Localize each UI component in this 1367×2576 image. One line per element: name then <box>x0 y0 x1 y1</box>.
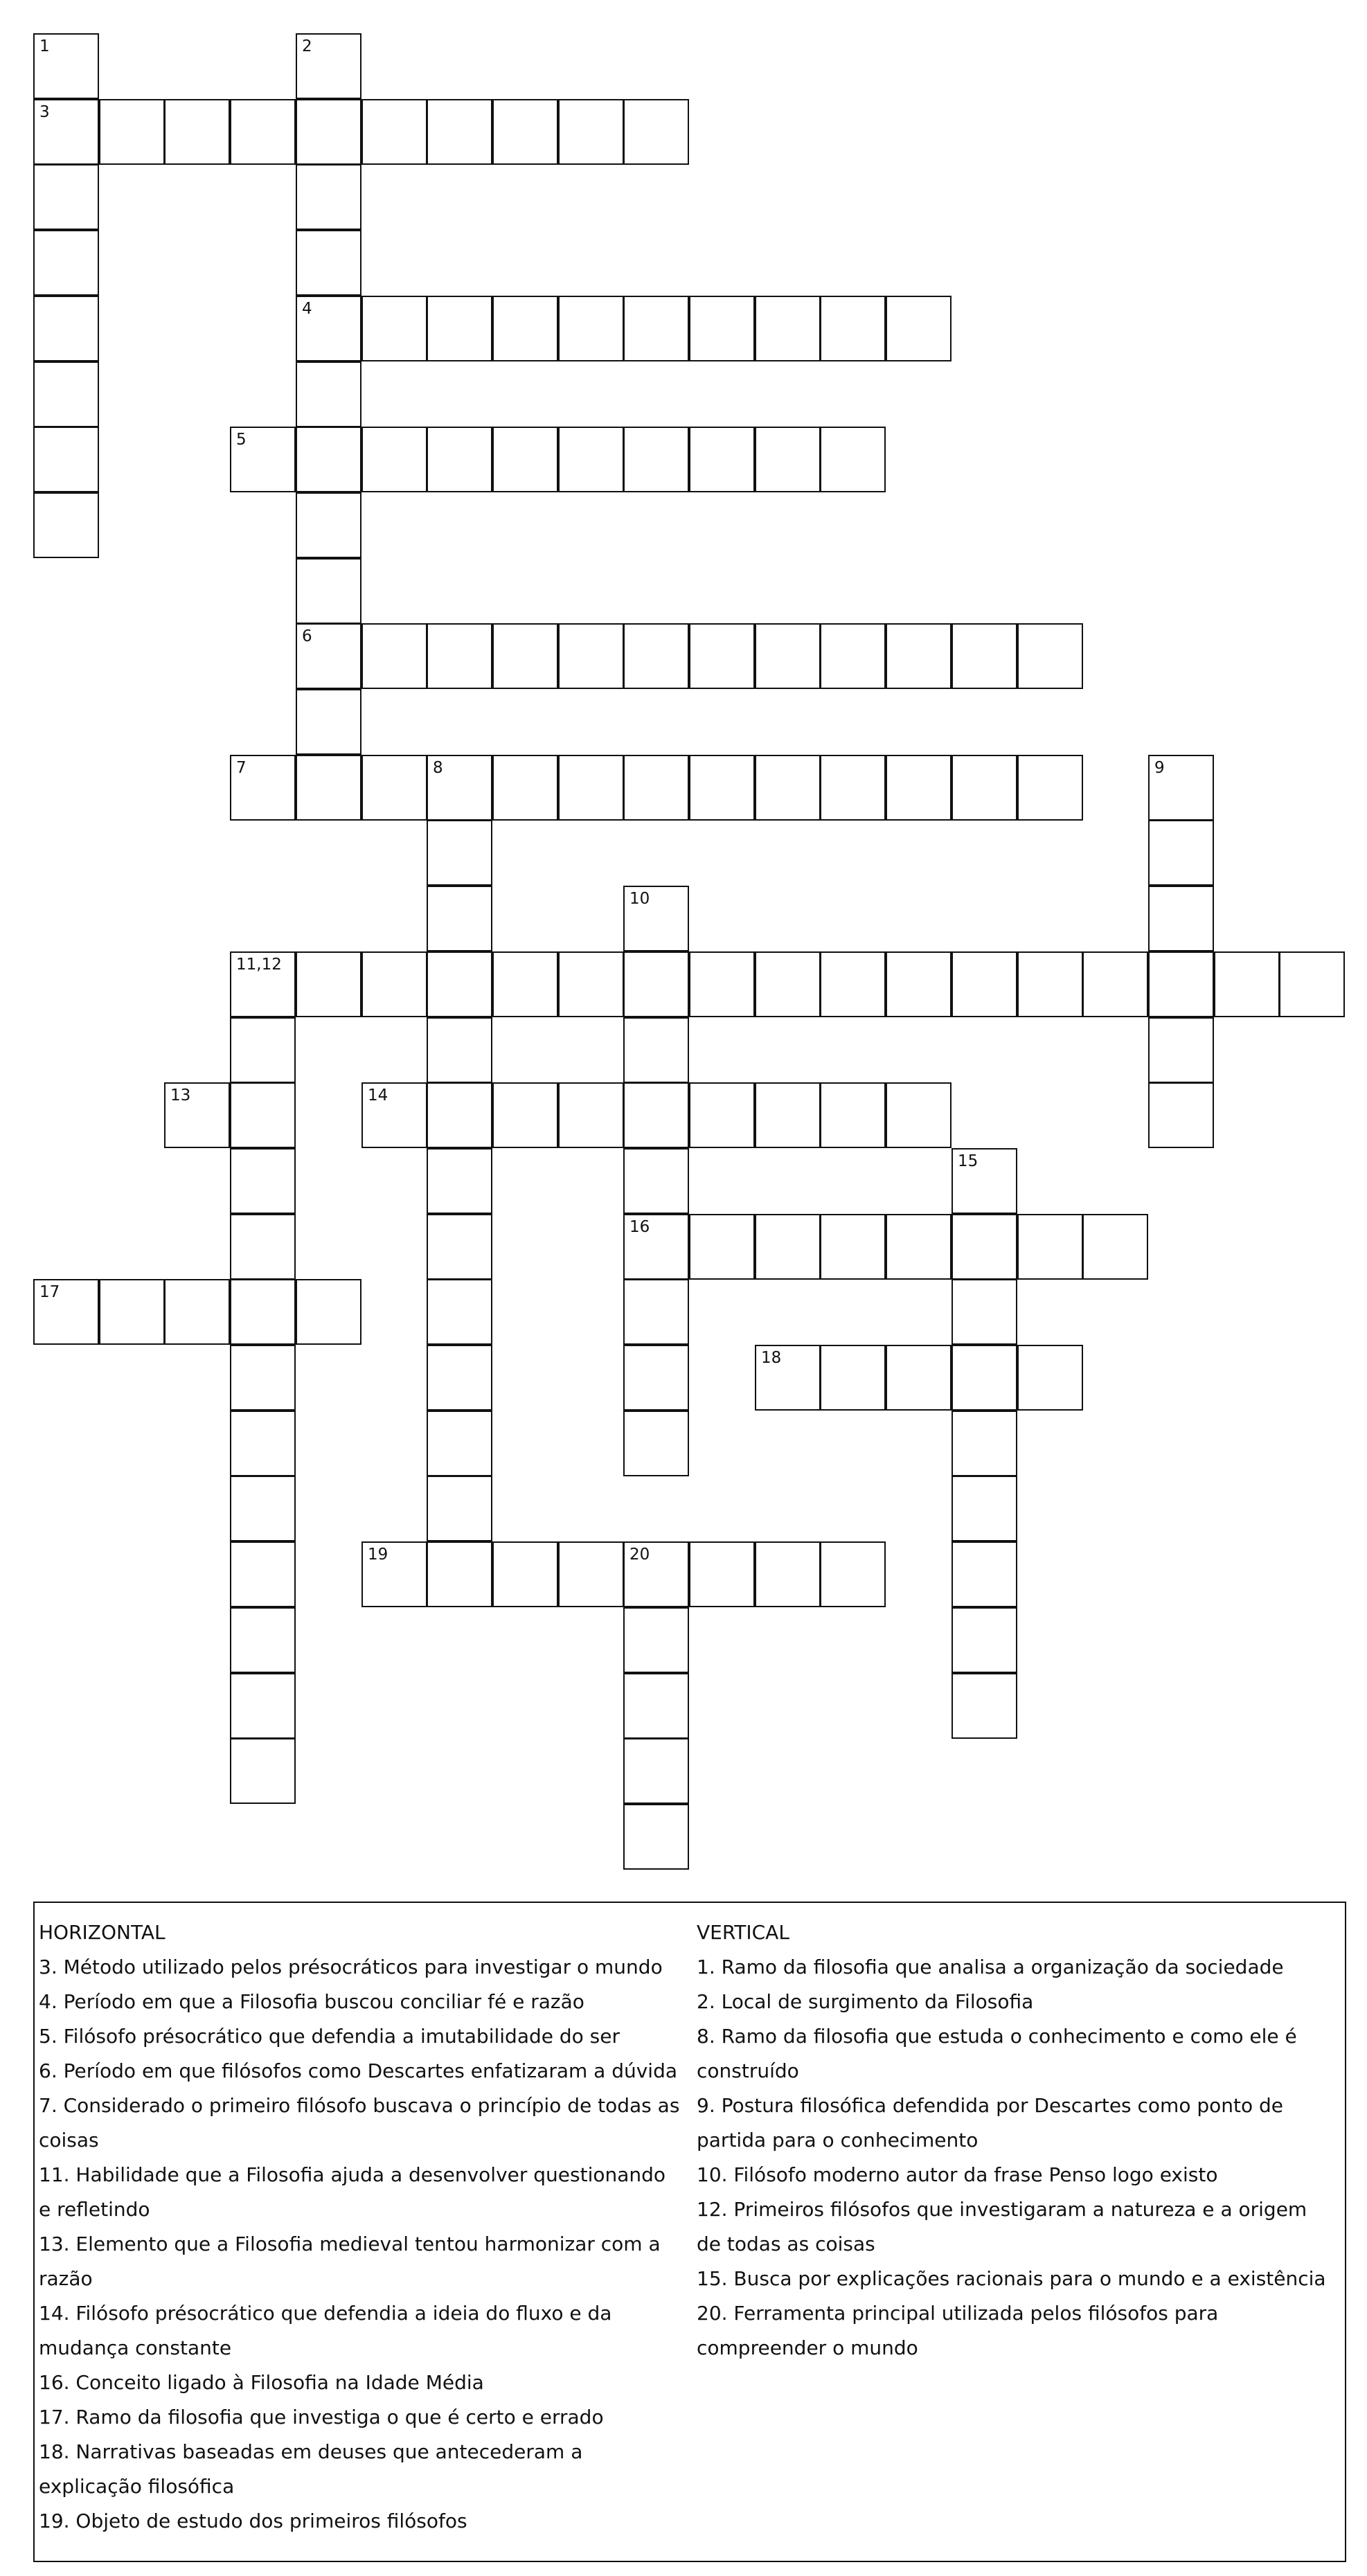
horizontal-clue: 14. Filósofo présocrático que defendia a ideia do fluxo e da mudança constante <box>39 2302 612 2359</box>
crossword-cell[interactable] <box>427 427 492 492</box>
crossword-cell[interactable] <box>951 1673 1017 1739</box>
crossword-cell[interactable] <box>689 1082 755 1148</box>
crossword-cell[interactable] <box>1017 951 1083 1017</box>
crossword-cell[interactable] <box>951 1214 1017 1280</box>
crossword-cell[interactable] <box>558 755 624 821</box>
crossword-cell[interactable] <box>1017 1345 1083 1411</box>
crossword-cell[interactable] <box>689 623 755 689</box>
crossword-cell[interactable] <box>1082 1214 1148 1280</box>
crossword-cell[interactable] <box>361 1541 427 1607</box>
crossword-cell[interactable] <box>427 886 492 951</box>
crossword-cell[interactable] <box>886 623 951 689</box>
crossword-cell[interactable] <box>886 755 951 821</box>
crossword-cell[interactable] <box>623 623 689 689</box>
crossword-cell[interactable] <box>1148 755 1214 821</box>
crossword-cell[interactable] <box>623 1804 689 1870</box>
crossword-cell[interactable] <box>951 1148 1017 1214</box>
vertical-clue: 15. Busca por explicações racionais para o mundo e a existência <box>697 2267 1326 2290</box>
crossword-cell[interactable] <box>755 755 821 821</box>
crossword-cell[interactable] <box>427 951 492 1017</box>
crossword-cell[interactable] <box>296 164 361 230</box>
crossword-cell[interactable] <box>820 427 886 492</box>
crossword-cell[interactable] <box>230 1082 296 1148</box>
crossword-cell[interactable] <box>427 1017 492 1083</box>
crossword-cell[interactable] <box>296 296 361 361</box>
vertical-clue-list <box>697 1950 1334 2365</box>
horizontal-heading: HORIZONTAL <box>39 1921 166 1944</box>
horizontal-clue: 11. Habilidade que a Filosofia ajuda a desenvolver questionando e refletindo <box>39 2163 666 2221</box>
crossword-cell[interactable] <box>1148 1017 1214 1083</box>
clue-number: 7 <box>236 759 247 777</box>
crossword-cell[interactable] <box>427 99 492 165</box>
vertical-clue: 10. Filósofo moderno autor da frase Penso logo existo <box>697 2163 1218 2186</box>
crossword-cell[interactable] <box>755 1541 821 1607</box>
crossword-cell[interactable] <box>951 755 1017 821</box>
crossword-cell[interactable] <box>492 755 558 821</box>
crossword-cell[interactable] <box>33 230 99 296</box>
crossword-cell[interactable] <box>623 755 689 821</box>
vertical-clue: 20. Ferramenta principal utilizada pelos filósofos para compreender o mundo <box>697 2302 1219 2359</box>
crossword-cell[interactable] <box>296 558 361 624</box>
horizontal-clue: 13. Elemento que a Filosofia medieval tentou harmonizar com a razão <box>39 2233 661 2290</box>
crossword-cell[interactable] <box>427 1214 492 1280</box>
horizontal-clue: 18. Narrativas baseadas em deuses que antecederam a explicação filosófica <box>39 2440 583 2498</box>
crossword-cell[interactable] <box>558 951 624 1017</box>
crossword-cell[interactable] <box>623 1017 689 1083</box>
horizontal-clue: 5. Filósofo présocrático que defendia a imutabilidade do ser <box>39 2025 620 2048</box>
clue-number: 17 <box>39 1283 60 1301</box>
horizontal-clue: 3. Método utilizado pelos présocráticos para investigar o mundo <box>39 1956 663 1978</box>
clue-number: 2 <box>302 37 312 55</box>
crossword-cell[interactable] <box>427 1541 492 1607</box>
crossword-cell[interactable] <box>820 951 886 1017</box>
crossword-cell[interactable] <box>689 427 755 492</box>
crossword-cell[interactable] <box>755 296 821 361</box>
crossword-cell[interactable] <box>820 1214 886 1280</box>
crossword-cell[interactable] <box>296 492 361 558</box>
crossword-cell[interactable] <box>230 1541 296 1607</box>
crossword-cell[interactable] <box>820 623 886 689</box>
crossword-cell[interactable] <box>361 623 427 689</box>
horizontal-clue: 4. Período em que a Filosofia buscou conciliar fé e razão <box>39 1990 584 2013</box>
clue-number: 3 <box>39 103 50 121</box>
crossword-cell[interactable] <box>951 1541 1017 1607</box>
clue-number: 15 <box>958 1152 979 1170</box>
crossword-cell[interactable] <box>230 1214 296 1280</box>
clue-number: 10 <box>629 890 650 908</box>
clue-number: 19 <box>368 1546 388 1564</box>
crossword-cell[interactable] <box>755 951 821 1017</box>
crossword-cell[interactable] <box>230 951 296 1017</box>
crossword-cell[interactable] <box>296 1279 361 1345</box>
crossword-cell[interactable] <box>361 427 427 492</box>
crossword-cell[interactable] <box>689 755 755 821</box>
crossword-cell[interactable] <box>951 1345 1017 1411</box>
crossword-cell[interactable] <box>623 99 689 165</box>
crossword-cell[interactable] <box>623 1607 689 1673</box>
crossword-cell[interactable] <box>296 427 361 492</box>
crossword-cell[interactable] <box>492 1541 558 1607</box>
horizontal-clue: 6. Período em que filósofos como Descartes enfatizaram a dúvida <box>39 2059 678 2082</box>
crossword-cell[interactable] <box>820 1345 886 1411</box>
crossword-cell[interactable] <box>886 951 951 1017</box>
crossword-cell[interactable] <box>623 296 689 361</box>
crossword-cell[interactable] <box>689 1541 755 1607</box>
crossword-cell[interactable] <box>164 99 230 165</box>
crossword-cell[interactable] <box>558 623 624 689</box>
crossword-cell[interactable] <box>427 820 492 886</box>
crossword-cell[interactable] <box>755 1214 821 1280</box>
crossword-cell[interactable] <box>755 623 821 689</box>
crossword-cell[interactable] <box>951 1607 1017 1673</box>
crossword-cell[interactable] <box>427 1345 492 1411</box>
clue-number: 4 <box>302 300 312 318</box>
crossword-cell[interactable] <box>623 1673 689 1739</box>
crossword-cell[interactable] <box>230 1279 296 1345</box>
crossword-cell[interactable] <box>623 427 689 492</box>
crossword-cell[interactable] <box>230 1411 296 1476</box>
vertical-clue: 12. Primeiros filósofos que investigaram a natureza e a origem de todas as coisas <box>697 2198 1307 2255</box>
crossword-cell[interactable] <box>886 296 951 361</box>
crossword-cell[interactable] <box>164 1082 230 1148</box>
crossword-cell[interactable] <box>427 1476 492 1541</box>
crossword-cell[interactable] <box>361 951 427 1017</box>
clue-number: 16 <box>629 1218 650 1236</box>
crossword-cell[interactable] <box>755 1082 821 1148</box>
crossword-cell[interactable] <box>623 1738 689 1804</box>
crossword-cell[interactable] <box>230 1017 296 1083</box>
vertical-clue: 9. Postura filosófica defendida por Descartes como ponto de partida para o conhecimento <box>697 2094 1284 2152</box>
crossword-cell[interactable] <box>427 755 492 821</box>
clue-number: 20 <box>629 1546 650 1564</box>
crossword-cell[interactable] <box>427 1279 492 1345</box>
crossword-cell[interactable] <box>492 951 558 1017</box>
crossword-cell[interactable] <box>623 1082 689 1148</box>
crossword-cell[interactable] <box>558 1541 624 1607</box>
crossword-cell[interactable] <box>492 427 558 492</box>
crossword-cell[interactable] <box>1148 820 1214 886</box>
crossword-cell[interactable] <box>230 427 296 492</box>
crossword-cell[interactable] <box>427 623 492 689</box>
crossword-cell[interactable] <box>558 427 624 492</box>
crossword-cell[interactable] <box>558 1082 624 1148</box>
crossword-cell[interactable] <box>492 623 558 689</box>
crossword-cell[interactable] <box>296 230 361 296</box>
crossword-cell[interactable] <box>427 296 492 361</box>
crossword-cell[interactable] <box>296 33 361 99</box>
clues-box <box>33 1902 1346 2562</box>
horizontal-clue: 19. Objeto de estudo dos primeiros filósofos <box>39 2510 467 2532</box>
crossword-cell[interactable] <box>689 951 755 1017</box>
crossword-cell[interactable] <box>951 951 1017 1017</box>
horizontal-clue: 16. Conceito ligado à Filosofia na Idade Média <box>39 2371 484 2394</box>
crossword-cell[interactable] <box>623 1411 689 1476</box>
crossword-cell[interactable] <box>689 296 755 361</box>
crossword-cell[interactable] <box>296 361 361 427</box>
crossword-cell[interactable] <box>755 427 821 492</box>
crossword-cell[interactable] <box>33 492 99 558</box>
crossword-cell[interactable] <box>33 427 99 492</box>
clue-number: 9 <box>1154 759 1165 777</box>
clue-number: 14 <box>368 1086 388 1104</box>
vertical-clue: 2. Local de surgimento da Filosofia <box>697 1990 1034 2013</box>
crossword-cell[interactable] <box>1279 951 1345 1017</box>
crossword-cell[interactable] <box>164 1279 230 1345</box>
crossword-cell[interactable] <box>1148 1082 1214 1148</box>
clue-number: 6 <box>302 627 312 645</box>
crossword-cell[interactable] <box>623 951 689 1017</box>
crossword-cell[interactable] <box>1017 623 1083 689</box>
crossword-cell[interactable] <box>492 296 558 361</box>
clue-number: 5 <box>236 431 247 449</box>
crossword-cell[interactable] <box>33 99 99 165</box>
crossword-cell[interactable] <box>1148 951 1214 1017</box>
crossword-cell[interactable] <box>492 99 558 165</box>
vertical-clues <box>697 1915 1334 2365</box>
crossword-cell[interactable] <box>33 361 99 427</box>
crossword-cell[interactable] <box>230 1345 296 1411</box>
crossword-cell[interactable] <box>886 1082 951 1148</box>
horizontal-clues <box>39 1915 683 2539</box>
crossword-cell[interactable] <box>820 296 886 361</box>
crossword-cell[interactable] <box>951 623 1017 689</box>
crossword-cell[interactable] <box>558 296 624 361</box>
crossword-cell[interactable] <box>33 296 99 361</box>
crossword-cell[interactable] <box>296 689 361 755</box>
crossword-cell[interactable] <box>623 1214 689 1280</box>
crossword-cell[interactable] <box>99 1279 165 1345</box>
clue-number: 1 <box>39 37 50 55</box>
crossword-cell[interactable] <box>558 99 624 165</box>
crossword-cell[interactable] <box>230 1148 296 1214</box>
clue-number: 18 <box>761 1349 782 1367</box>
crossword-cell[interactable] <box>296 755 361 821</box>
crossword-cell[interactable] <box>361 755 427 821</box>
vertical-heading: VERTICAL <box>697 1921 789 1944</box>
horizontal-clue: 17. Ramo da filosofia que investiga o que é certo e errado <box>39 2406 604 2429</box>
crossword-cell[interactable] <box>296 951 361 1017</box>
clue-number: 8 <box>433 759 443 777</box>
crossword-cell[interactable] <box>230 755 296 821</box>
crossword-cell[interactable] <box>755 1345 821 1411</box>
crossword-cell[interactable] <box>296 99 361 165</box>
crossword-cell[interactable] <box>623 1541 689 1607</box>
crossword-cell[interactable] <box>820 755 886 821</box>
crossword-cell[interactable] <box>1214 951 1280 1017</box>
clue-number: 13 <box>170 1086 191 1104</box>
crossword-cell[interactable] <box>427 1082 492 1148</box>
crossword-cell[interactable] <box>33 164 99 230</box>
crossword-cell[interactable] <box>1148 886 1214 951</box>
crossword-cell[interactable] <box>230 1607 296 1673</box>
horizontal-clue-list <box>39 1950 683 2539</box>
crossword-cell[interactable] <box>951 1411 1017 1476</box>
clue-number: 11,12 <box>236 956 282 974</box>
crossword-cell[interactable] <box>33 33 99 99</box>
crossword-cell[interactable] <box>230 99 296 165</box>
crossword-cell[interactable] <box>623 886 689 951</box>
crossword-cell[interactable] <box>623 1345 689 1411</box>
crossword-cell[interactable] <box>951 1476 1017 1541</box>
crossword-cell[interactable] <box>820 1082 886 1148</box>
crossword-cell[interactable] <box>820 1541 886 1607</box>
crossword-cell[interactable] <box>99 99 165 165</box>
crossword-cell[interactable] <box>492 1082 558 1148</box>
crossword-cell[interactable] <box>623 1148 689 1214</box>
crossword-cell[interactable] <box>361 99 427 165</box>
crossword-cell[interactable] <box>886 1214 951 1280</box>
crossword-cell[interactable] <box>361 1082 427 1148</box>
crossword-cell[interactable] <box>361 296 427 361</box>
horizontal-clue: 7. Considerado o primeiro filósofo buscava o princípio de todas as coisas <box>39 2094 680 2152</box>
crossword-cell[interactable] <box>689 1214 755 1280</box>
vertical-clue: 8. Ramo da filosofia que estuda o conhecimento e como ele é construído <box>697 2025 1297 2082</box>
crossword-cell[interactable] <box>296 623 361 689</box>
crossword-cell[interactable] <box>1082 951 1148 1017</box>
vertical-clue: 1. Ramo da filosofia que analisa a organização da sociedade <box>697 1956 1284 1978</box>
crossword-cell[interactable] <box>1017 755 1083 821</box>
crossword-cell[interactable] <box>427 1148 492 1214</box>
crossword-cell[interactable] <box>230 1476 296 1541</box>
crossword-cell[interactable] <box>623 1279 689 1345</box>
crossword-cell[interactable] <box>230 1673 296 1739</box>
crossword-cell[interactable] <box>951 1279 1017 1345</box>
crossword-cell[interactable] <box>886 1345 951 1411</box>
crossword-cell[interactable] <box>230 1738 296 1804</box>
crossword-cell[interactable] <box>427 1411 492 1476</box>
crossword-cell[interactable] <box>1017 1214 1083 1280</box>
crossword-cell[interactable] <box>33 1279 99 1345</box>
